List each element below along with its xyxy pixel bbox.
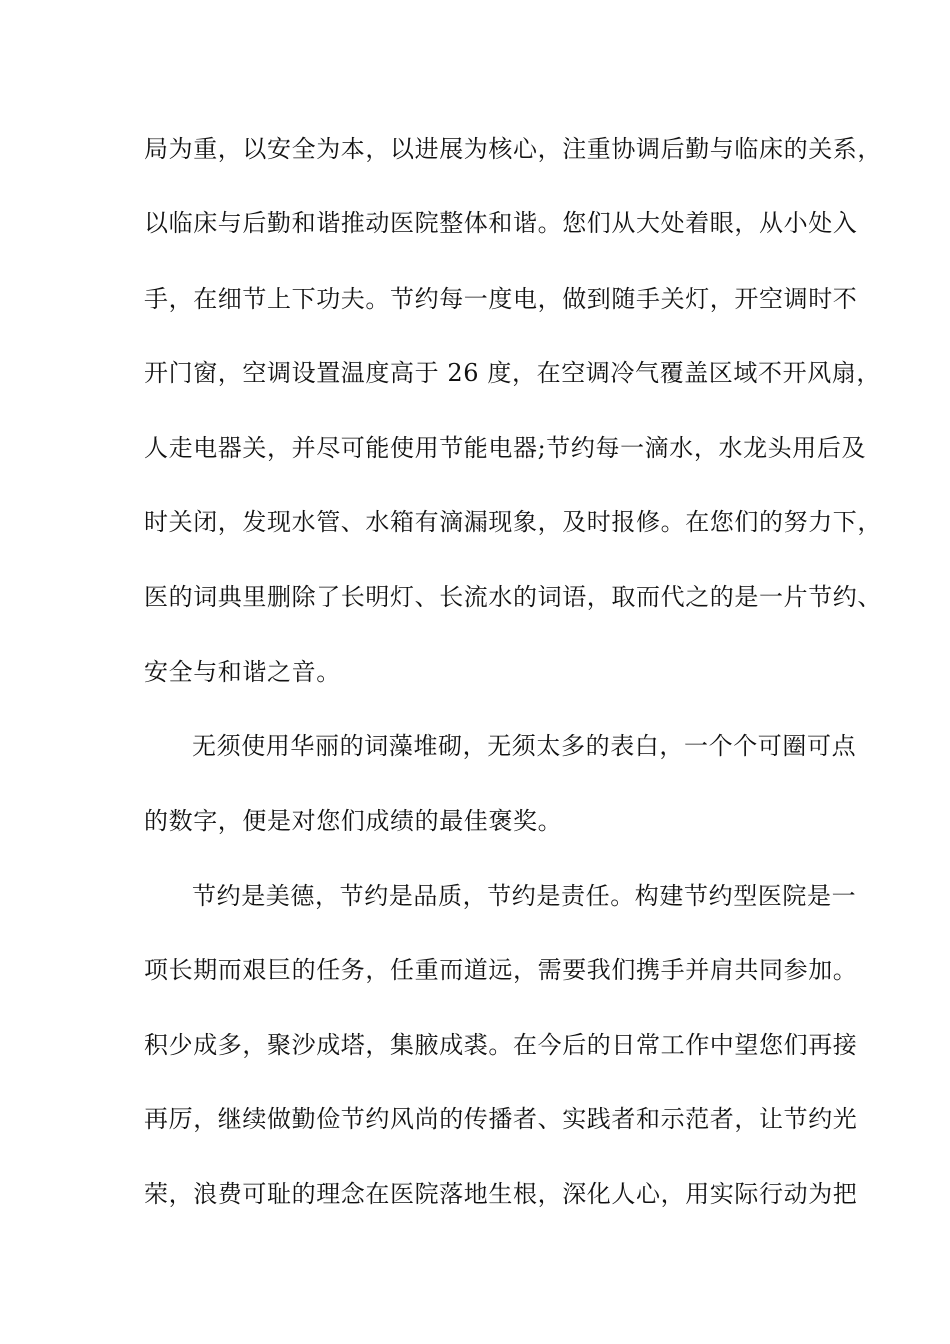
paragraph-first-line: 无须使用华丽的词藻堆砌，无须太多的表白，一个个可圈可点	[192, 732, 857, 760]
text-line: 以临床与后勤和谐推动医院整体和谐。您们从大处着眼，从小处入	[144, 209, 858, 237]
text-line: 局为重，以安全为本，以进展为核心，注重协调后勤与临床的关系，	[144, 135, 882, 163]
text-line: 安全与和谐之音。	[144, 658, 341, 686]
text-line: 项长期而艰巨的任务，任重而道远，需要我们携手并肩共同参加。	[144, 956, 858, 984]
text-line: 积少成多，聚沙成塔，集腋成裘。在今后的日常工作中望您们再接	[144, 1031, 858, 1059]
text-line: 手，在细节上下功夫。节约每一度电，做到随手关灯，开空调时不	[144, 285, 858, 313]
text-line: 的数字，便是对您们成绩的最佳褒奖。	[144, 807, 563, 835]
text-line: 再厉，继续做勤俭节约风尚的传播者、实践者和示范者，让节约光	[144, 1105, 858, 1133]
text-line: 时关闭，发现水管、水箱有滴漏现象，及时报修。在您们的努力下，	[144, 508, 882, 536]
text-line: 医的词典里删除了长明灯、长流水的词语，取而代之的是一片节约、	[144, 583, 882, 611]
text-line: 荣，浪费可耻的理念在医院落地生根，深化人心，用实际行动为把	[144, 1180, 858, 1208]
paragraph-first-line: 节约是美德，节约是品质，节约是责任。构建节约型医院是一	[192, 882, 857, 910]
text-line: 人走电器关，并尽可能使用节能电器;节约每一滴水，水龙头用后及	[144, 434, 867, 462]
text-line: 开门窗，空调设置温度高于 26 度，在空调冷气覆盖区域不开风扇，	[144, 359, 881, 387]
